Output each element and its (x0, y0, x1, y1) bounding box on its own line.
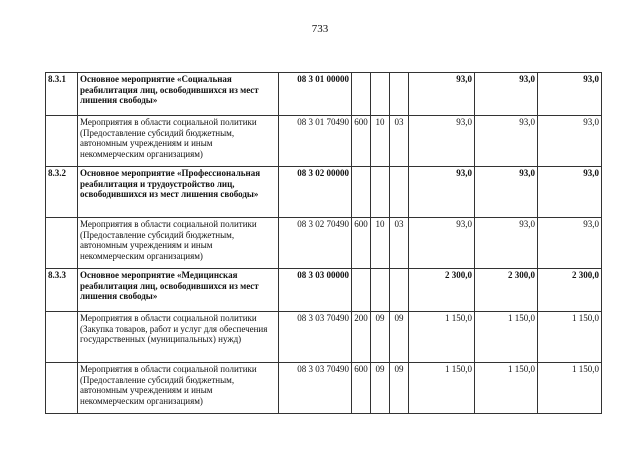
row-number (46, 363, 78, 414)
page-number: 733 (311, 23, 329, 35)
row-code: 08 3 02 00000 (279, 167, 352, 218)
row-value-2: 93,0 (475, 167, 538, 218)
row-pr: 09 (390, 363, 409, 414)
row-value-2: 1 150,0 (475, 312, 538, 363)
row-value-3: 1 150,0 (538, 312, 602, 363)
row-value-3: 2 300,0 (538, 269, 602, 312)
row-number: 8.3.3 (46, 269, 78, 312)
row-code: 08 3 03 00000 (279, 269, 352, 312)
row-value-1: 1 150,0 (409, 363, 475, 414)
table-row (46, 73, 602, 116)
row-description: Основное мероприятие «Профессиональная реабилитация и трудоустройство лиц, освободившихся из мест лишения свободы» (78, 167, 279, 218)
row-description: Мероприятия в области социальной политики (Предоставление субсидий бюджетным, автономным учреждениям и иным некоммерческим организациям) (78, 116, 279, 167)
row-number: 8.3.1 (46, 73, 78, 116)
row-vr (352, 167, 371, 218)
row-description: Мероприятия в области социальной политики (Предоставление субсидий бюджетным, автономным учреждениям и иным некоммерческим организациям) (78, 218, 279, 269)
row-pr (390, 269, 409, 312)
table-row (46, 312, 602, 363)
row-value-3: 93,0 (538, 218, 602, 269)
table-row (46, 218, 602, 269)
row-number: 8.3.2 (46, 167, 78, 218)
row-pr (390, 167, 409, 218)
row-pr: 03 (390, 218, 409, 269)
row-rz: 09 (371, 312, 390, 363)
budget-table (45, 72, 602, 414)
table-row (46, 269, 602, 312)
row-pr: 09 (390, 312, 409, 363)
row-value-1: 93,0 (409, 116, 475, 167)
row-value-1: 1 150,0 (409, 312, 475, 363)
row-code: 08 3 03 70490 (279, 312, 352, 363)
row-value-1: 93,0 (409, 73, 475, 116)
row-number (46, 218, 78, 269)
row-code: 08 3 02 70490 (279, 218, 352, 269)
row-description: Мероприятия в области социальной политики (Закупка товаров, работ и услуг для обеспечения государственных (муниципальных) нужд) (78, 312, 279, 363)
table-row (46, 363, 602, 414)
row-code: 08 3 03 70490 (279, 363, 352, 414)
row-code: 08 3 01 00000 (279, 73, 352, 116)
row-vr: 600 (352, 363, 371, 414)
row-value-3: 93,0 (538, 73, 602, 116)
row-rz (371, 73, 390, 116)
row-rz: 09 (371, 363, 390, 414)
row-rz: 10 (371, 218, 390, 269)
row-vr (352, 73, 371, 116)
row-value-1: 93,0 (409, 218, 475, 269)
row-number (46, 312, 78, 363)
row-value-2: 93,0 (475, 218, 538, 269)
row-value-1: 93,0 (409, 167, 475, 218)
table-row (46, 116, 602, 167)
table-row (46, 167, 602, 218)
row-value-2: 2 300,0 (475, 269, 538, 312)
row-value-3: 93,0 (538, 116, 602, 167)
row-value-3: 1 150,0 (538, 363, 602, 414)
row-vr: 200 (352, 312, 371, 363)
row-pr: 03 (390, 116, 409, 167)
row-number (46, 116, 78, 167)
row-description: Мероприятия в области социальной политики (Предоставление субсидий бюджетным, автономным учреждениям и иным некоммерческим организациям) (78, 363, 279, 414)
row-rz (371, 167, 390, 218)
row-vr: 600 (352, 116, 371, 167)
row-value-2: 1 150,0 (475, 363, 538, 414)
row-description: Основное мероприятие «Социальная реабилитация лиц, освободившихся из мест лишения свободы» (78, 73, 279, 116)
row-description: Основное мероприятие «Медицинская реабилитация лиц, освободившихся из мест лишения свободы» (78, 269, 279, 312)
row-rz: 10 (371, 116, 390, 167)
row-pr (390, 73, 409, 116)
row-value-1: 2 300,0 (409, 269, 475, 312)
row-value-2: 93,0 (475, 73, 538, 116)
row-vr (352, 269, 371, 312)
row-rz (371, 269, 390, 312)
row-code: 08 3 01 70490 (279, 116, 352, 167)
row-vr: 600 (352, 218, 371, 269)
row-value-3: 93,0 (538, 167, 602, 218)
row-value-2: 93,0 (475, 116, 538, 167)
